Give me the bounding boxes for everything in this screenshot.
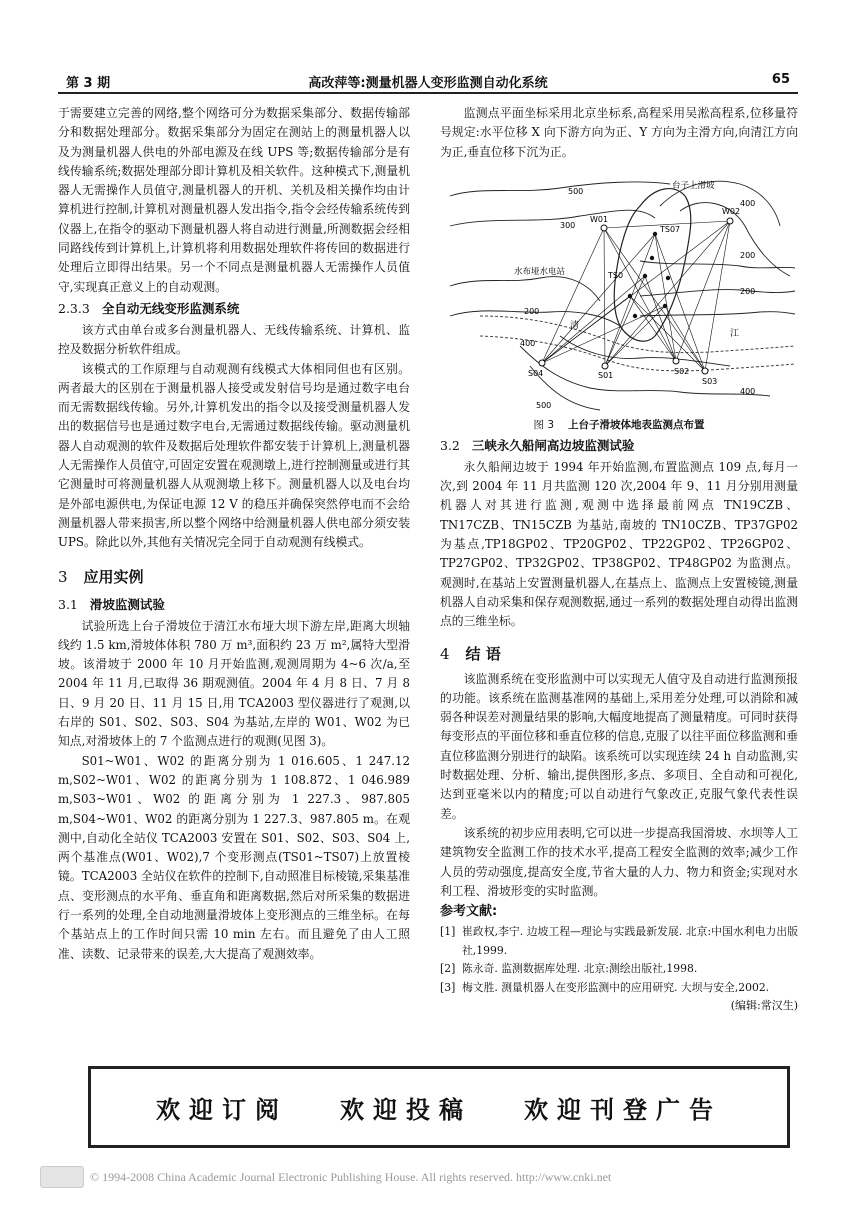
site-label: 台子上滑坡 [672, 180, 715, 191]
point-label: S03 [702, 376, 718, 386]
section-title: 三峡永久船闸高边坡监测试验 [471, 437, 635, 453]
reference-text: 梅文胜. 测量机器人在变形监测中的应用研究. 大坝与安全,2002. [462, 980, 770, 994]
copyright-text: © 1994-2008 China Academic Journal Electronic Publishing House. All rights reserved. http://www.cnki.net [90, 1170, 612, 1184]
point-w01 [601, 225, 607, 231]
point-ts [633, 314, 637, 318]
contour-label: 400 [520, 338, 536, 348]
contour-label: 400 [740, 386, 756, 396]
welcome-banner [88, 1066, 790, 1148]
left-column [58, 104, 410, 964]
cnki-logo-icon [40, 1166, 84, 1188]
contour-line [640, 261, 795, 268]
section-heading-3 [58, 561, 410, 593]
section-number: 3.1 [58, 596, 78, 612]
point-label: S01 [598, 370, 614, 380]
point-s01 [602, 363, 608, 369]
contour-line [450, 276, 600, 300]
section-number: 3.2 [440, 437, 460, 453]
paragraph: 永久船闸边坡于 1994 年开始监测,布置监测点 109 点,每月一次,到 2004 年 11 月共监测 120 次,2004 年 9、11 月分别用测量机器人对其进行监测,观测中选择最前网点 TN19CZB、TN17CZB、TN15CZB 为基站,南坡的 TN10CZB、TP37GP02 为基点,TP18GP02、TP20GP02、TP22GP02、TP26GP02、TP27GP02、TP32GP02、TP38GP02、TP48GP02 为监测点。观测时,在基站上安置测量机器人,在基点上、监测点上安置棱镜,测量机器人自动采集和保存观测数据,通过一系列的数据处理自动得出监测点的三维坐标。 [440, 459, 798, 629]
reference-item [440, 979, 798, 998]
river-label: 江 [730, 328, 740, 339]
running-header [58, 70, 798, 94]
section-number: 4 [440, 644, 450, 663]
paragraph: 监测点平面坐标采用北京坐标系,高程采用吴淞高程系,位移量符号规定:水平位移 X 向下游方向为正、Y 方向为主滑方向,向清江方向为正,垂直位移下沉为正。 [440, 106, 798, 159]
figure-caption-text: 上台子滑坡体地表监测点布置 [568, 418, 705, 431]
paragraph: 试验所选上台子滑坡位于清江水布垭大坝下游左岸,距离大坝轴线约 1.5 km,滑坡体体积 780 万 m³,面积约 23 万 m²,属特大型滑坡。该滑坡于 2000 年 10 月开始监测,观测周期为 4~6 次/a,至 2004 年 11 月,已取得 36 期观测值。2004 年 4 月 8 日、7 月 8 日、9 月 20 日、11 月 15 日,用 TCA2003 型仪器进行了观测,以右岸的 S01、S02、S03、S04 为基站,左岸的 W01、W02 为已知点,对滑坡体上的 7 个监测点进行的观测(见图 3)。 [58, 618, 410, 749]
reference-item [440, 923, 798, 960]
header-rule [58, 92, 798, 94]
contour-label: 200 [740, 250, 756, 260]
paragraph: S01~W01、W02 的距离分别为 1 016.605、1 247.12 m,S02~W01、W02 的距离分别为 1 108.872、1 046.989 m,S03~W01、W02 的距离分别为 1 227.3、987.805 m,S04~W01、W02 的距离分别为 1 227.3、987.805 m。在观测中,自动化全站仪 TCA2003 安置在 S01、S02、S03、S04 上,两个基准点(W01、W02),7 个变形测点(TS01~TS07)上放置棱镜。TCA2003 全站仪在软件的控制下,自动照准目标棱镜,采集基准点、变形测点的水平角、垂直角和距离数据,然后对所采集的数据进行一系列的处理,全自动地测量滑坡体上变形测点的三维坐标。在每个基站点上的工作时间只需 10 min 左右。而且避免了由人工照准、读数、记录带来的误差,大大提高了观测效率。 [58, 753, 410, 961]
section-title: 应用实例 [83, 567, 144, 586]
paragraph: 该监测系统在变形监测中可以实现无人值守及自动进行监测预报的功能。该系统在监测基准网的基础上,采用差分处理,可以消除和减弱各种误差对测量结果的影响,大幅度地提高了测量精度。可同时获得每变形点的平面位移和垂直位移的信息,克服了以往平面位移监测和垂直位移监测分别进行的缺陷。该系统可以实现连续 24 h 自动监测,实时数据处理、分析、输出,提供图形,多点、多项目、全自动和可视化,达到亚毫米以内的精度;可以自动进行气象改正,克服气象代表性误差。 [440, 671, 798, 821]
reference-number: [1] [440, 925, 456, 939]
issue-number: 第 3 期 [66, 76, 111, 91]
point-s02 [673, 358, 679, 364]
contour-map [440, 166, 798, 414]
contour-line [560, 336, 730, 366]
point-label: W01 [590, 214, 609, 224]
reference-list [440, 923, 798, 997]
point-s04 [539, 360, 545, 366]
section-title: 结 语 [465, 644, 501, 663]
paragraph: 该方式由单台或多台测量机器人、无线传输系统、计算机、监控及数据分析软件组成。 [58, 322, 410, 357]
point-label: TS0 [608, 270, 624, 280]
point-ts [650, 256, 654, 260]
banner-advertise: 欢迎刊登广告 [524, 1095, 722, 1124]
reference-number: [3] [440, 980, 456, 994]
contour-label: 500 [568, 186, 584, 196]
reference-text: 陈永奇. 监测数据库处理. 北京:测绘出版社,1998. [462, 962, 698, 976]
banner-submit: 欢迎投稿 [340, 1095, 472, 1124]
point-ts [643, 274, 647, 278]
section-number: 2.3.3 [58, 300, 90, 316]
section-heading-3-2 [440, 434, 798, 458]
section-title: 滑坡监测试验 [89, 596, 165, 612]
river-label: 清 [570, 320, 580, 331]
right-column [440, 104, 798, 1015]
point-ts [666, 276, 670, 280]
section-heading-4 [440, 638, 798, 670]
point-label: S02 [674, 366, 690, 376]
contour-line [450, 210, 655, 226]
editor-note: (编辑:常汉生) [730, 999, 798, 1013]
page-number: 65 [771, 72, 790, 87]
section-number: 3 [58, 567, 68, 586]
contour-label: 400 [740, 198, 756, 208]
references-title: 参考文献: [440, 904, 498, 920]
contour-label: 200 [740, 286, 756, 296]
station-label: 水布垭水电站 [514, 266, 566, 277]
contour-line [520, 346, 770, 396]
figure-number: 图 3 [533, 418, 555, 431]
paragraph: 该模式的工作原理与自动观测有线模式大体相同但也有区别。两者最大的区别在于测量机器人接受或发射信号均是通过数字电台而无需数据线传输。另外,计算机发出的指令以及接受测量机器人发出的数据信号也是通过数字电台,无需通过数据线传输。驱动测量机器人自动观测的软件及数据后处理软件都安装于计算机上,测量机器人无需操作人员值守,可固定安置在观测墩上,进行控制测量或进行其它测量时可将测量机器人从观测墩上移下。测量机器人以及电台均是外部电源供电,为保证电源 12 V 的稳压并确保突然停电而不会给测量机器人带来损害,所以整个网络中给测量机器人供电部分须安装 UPS。除此以外,其他有关情况完全同于自动观测有线模式。 [58, 361, 410, 550]
reference-item [440, 960, 798, 979]
figure-caption [440, 416, 798, 434]
contour-label: 300 [560, 220, 576, 230]
point-ts [628, 294, 632, 298]
paragraph: 该系统的初步应用表明,它可以进一步提高我国滑坡、水坝等人工建筑物安全监测工作的技术水平,提高工程安全监测的效率;减少工作人员的劳动强度,提高安全度,节省大量的人力、物力和资金;实现对水利工程、滑坡形变的实时监测。 [440, 825, 798, 898]
banner-subscribe: 欢迎订阅 [156, 1095, 288, 1124]
section-heading-2-3-3 [58, 297, 410, 321]
section-title: 全自动无线变形监测系统 [101, 300, 240, 316]
point-ts [663, 304, 667, 308]
contour-line [450, 182, 670, 196]
point-ts07 [653, 232, 657, 236]
contour-label: 500 [536, 400, 552, 410]
point-label: W02 [722, 206, 741, 216]
page-footer [40, 1166, 814, 1190]
reference-number: [2] [440, 962, 456, 976]
paragraph: 于需要建立完善的网络,整个网络可分为数据采集部分、数据传输部分和数据处理部分。数据采集部分为固定在测站上的测量机器人以及为测量机器人供电的外部电源及在线 UPS 等;数据传输部分是有线传输系统;数据处理部分即计算机及相关软件。这种模式下,测量机器人无需操作人员值守,测量机器人的开机、关机及相关操作均由计算机进行控制,计算机对测量机器人发出指令,指令会经传输系统传到仪器上,在指令的驱动下测量机器人将自动进行测量,所测数据会经相同路线传到计算机上,计算机将利用数据处理软件将传回的数据进行处理后立即得出结果。另一个不同点是测量机器人无需操作人员值守,实现真正意义上的自动观测。 [58, 106, 410, 294]
section-heading-3-1 [58, 593, 410, 617]
point-s03 [702, 368, 708, 374]
figure-3-map [440, 166, 798, 414]
running-title: 高改萍等:测量机器人变形监测自动化系统 [308, 76, 548, 91]
point-label: TS07 [660, 224, 681, 234]
point-w02 [727, 218, 733, 224]
contour-label: 200 [524, 306, 540, 316]
reference-text: 崔政权,李宁. 边坡工程—理论与实践最新发展. 北京:中国水利电力出版社,1999. [462, 925, 798, 957]
point-label: S04 [528, 368, 544, 378]
